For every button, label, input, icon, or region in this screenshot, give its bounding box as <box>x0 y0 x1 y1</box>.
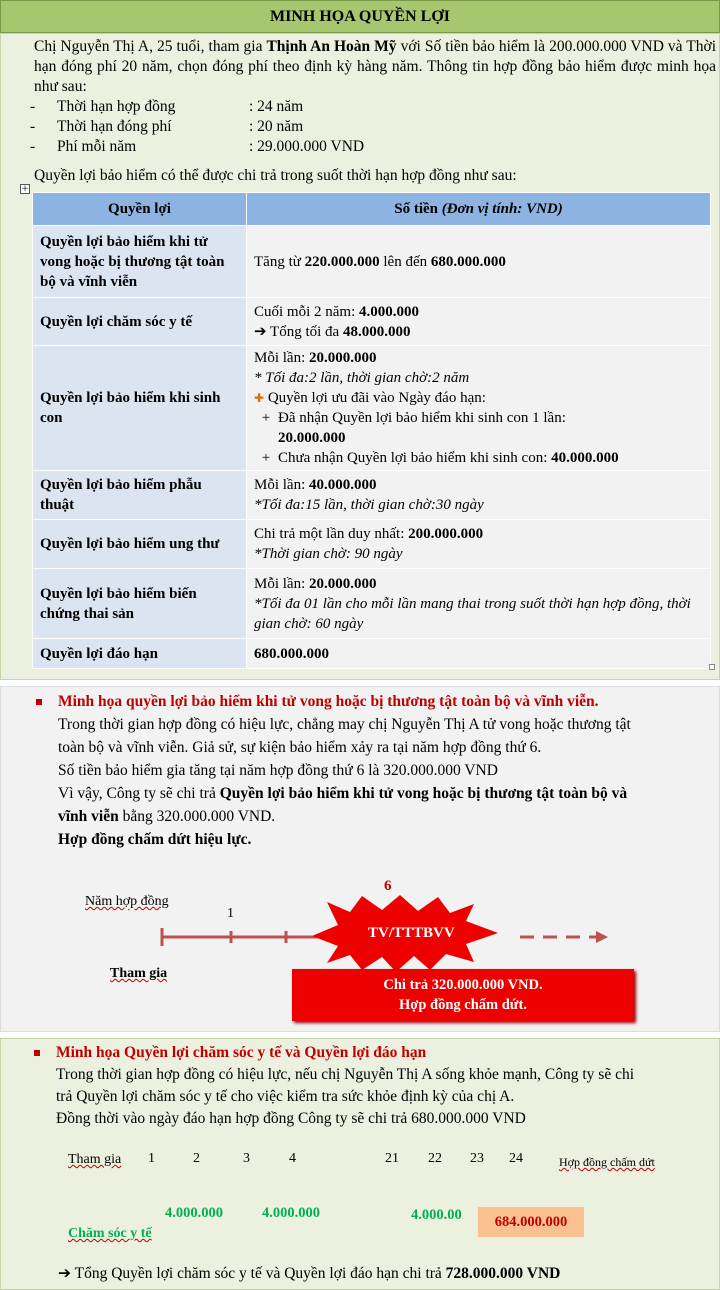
row-value-cancer: Chi trả một lần duy nhất: 200.000.000 *Thời gian chờ: 90 ngày <box>247 520 711 569</box>
year-label: 23 <box>470 1151 484 1166</box>
total-summary: ➔ Tổng Quyền lợi chăm sóc y tế và Quyền lợi đáo hạn chi trả 728.000.000 VND <box>58 1265 561 1282</box>
payout-result-box: Chi trả 320.000.000 VND. Hợp đồng chấm dứt. <box>292 969 634 1021</box>
row-value-surgery: Mỗi lần: 40.000.000 *Tối đa:15 lần, thời gian chờ:30 ngày <box>247 471 711 520</box>
health-care-label: Chăm sóc y tế <box>68 1226 152 1241</box>
table-move-handle-icon[interactable]: + <box>21 184 29 194</box>
square-bullet-icon <box>34 1050 40 1056</box>
contract-end-label: Hợp đồng chấm dứt <box>559 1155 655 1169</box>
row-label-pregnancy: Quyền lợi bảo hiểm biến chứng thai sản <box>33 569 247 639</box>
death-section-heading: Minh họa quyền lợi bảo hiểm khi tử vong hoặc bị thương tật toàn bộ và vĩnh viễn. <box>58 693 599 710</box>
health-section-heading: Minh họa Quyền lợi chăm sóc y tế và Quyền lợi đáo hạn <box>56 1044 427 1061</box>
row-label-maturity: Quyền lợi đáo hạn <box>33 639 247 669</box>
payout-year-22: 4.000.00 <box>411 1207 462 1223</box>
right-arrow-icon: ➔ <box>254 323 267 340</box>
maturity-payout-box: 684.000.000 <box>478 1207 584 1237</box>
year-label: 4 <box>289 1151 296 1166</box>
payout-year-2: 4.000.000 <box>165 1205 223 1221</box>
health-section-text: Trong thời gian hợp đồng có hiệu lực, nếu chị Nguyễn Thị A sống khỏe mạnh, Công ty sẽ chi trả Quyền lợi chăm sóc y tế cho việc kiểm tra sức khỏe định kỳ của chị A. Đồng thời vào ngày đáo hạn hợp đồng Công ty sẽ chi trả 680.000.000 VND <box>56 1066 635 1127</box>
row-label-cancer: Quyền lợi bảo hiểm ung thư <box>33 520 247 569</box>
timeline-arrowhead-icon <box>596 931 608 943</box>
year-label: 1 <box>148 1151 155 1166</box>
row-label-surgery: Quyền lợi bảo hiểm phẫu thuật <box>33 471 247 520</box>
row-value-health: Cuối mỗi 2 năm: 4.000.000 ➔ Tổng tối đa 48.000.000 <box>247 298 711 346</box>
join-label: Tham gia <box>110 966 168 981</box>
row-value-maturity: 680.000.000 <box>247 639 711 669</box>
table-lead-text: Quyền lợi bảo hiểm có thể được chi trả trong suốt thời hạn hợp đồng như sau: <box>34 167 517 184</box>
right-arrow-icon: ➔ <box>58 1265 71 1282</box>
event-burst-label: TV/TTTBVV <box>368 925 455 941</box>
page-title: MINH HỌA QUYỀN LỢI <box>0 0 720 33</box>
row-label-health: Quyền lợi chăm sóc y tế <box>33 298 247 346</box>
payout-year-4: 4.000.000 <box>262 1205 320 1221</box>
header-benefit: Quyền lợi <box>33 193 247 226</box>
intro-paragraph: Chị Nguyễn Thị A, 25 tuổi, tham gia Thịnh An Hoàn Mỹ với Số tiền bảo hiểm là 200.000.000 VND và Thời hạn đóng phí 20 năm, chọn đóng phí theo định kỳ hàng năm. Thông tin hợp đồng bảo hiểm được minh họa như sau: <box>34 38 716 95</box>
year-label: 2 <box>193 1151 200 1166</box>
term-annual-premium: - Phí mỗi năm : 29.000.000 VND <box>30 138 365 155</box>
row-value-birth: Mỗi lần: 20.000.000 * Tối đa:2 lần, thời gian chờ:2 năm ✚ Quyền lợi ưu đãi vào Ngày đáo hạn: + Đã nhận Quyền lợi bảo hiểm khi sinh con 1 lần: 20.000.000 + Chưa nhận Quyền lợi bảo hiểm khi sinh con: 40.000.000 <box>247 346 711 471</box>
year-1-label: 1 <box>227 906 234 921</box>
contract-year-label: Năm hợp đồng <box>85 894 169 909</box>
year-label: 3 <box>243 1151 250 1166</box>
row-value-death: Tăng từ 220.000.000 lên đến 680.000.000 <box>247 226 711 298</box>
join-label-2: Tham gia <box>68 1152 122 1167</box>
year-label: 21 <box>385 1151 399 1166</box>
header-amount: Số tiền (Đơn vị tính: VND) <box>247 193 711 226</box>
death-section-text: Trong thời gian hợp đồng có hiệu lực, chẳng may chị Nguyễn Thị A tử vong hoặc thương tật toàn bộ và vĩnh viễn. Giả sử, sự kiện bảo hiểm xảy ra tại năm hợp đồng thứ 6. Số tiền bảo hiểm gia tăng tại năm hợp đồng thứ 6 là 320.000.000 VND Vì vậy, Công ty sẽ chi trả Quyền lợi bảo hiểm khi tử vong hoặc bị thương tật toàn bộ và vĩnh viễn bằng 320.000.000 VND. Hợp đồng chấm dứt hiệu lực. <box>58 716 631 848</box>
row-label-death: Quyền lợi bảo hiểm khi tử vong hoặc bị thương tật toàn bộ và vĩnh viễn <box>33 226 247 298</box>
year-label: 22 <box>428 1151 442 1166</box>
year-6-label: 6 <box>384 878 392 894</box>
star-bullet-icon: ✚ <box>254 391 265 405</box>
year-label: 24 <box>509 1151 523 1166</box>
row-label-birth: Quyền lợi bảo hiểm khi sinh con <box>33 346 247 471</box>
term-payment-period: - Thời hạn đóng phí : 20 năm <box>30 118 304 135</box>
term-duration: - Thời hạn hợp đồng : 24 năm <box>30 98 304 115</box>
row-value-pregnancy: Mỗi lần: 20.000.000 *Tối đa 01 lần cho mỗi lần mang thai trong suốt thời hạn hợp đồng, thời gian chờ: 60 ngày <box>247 569 711 639</box>
